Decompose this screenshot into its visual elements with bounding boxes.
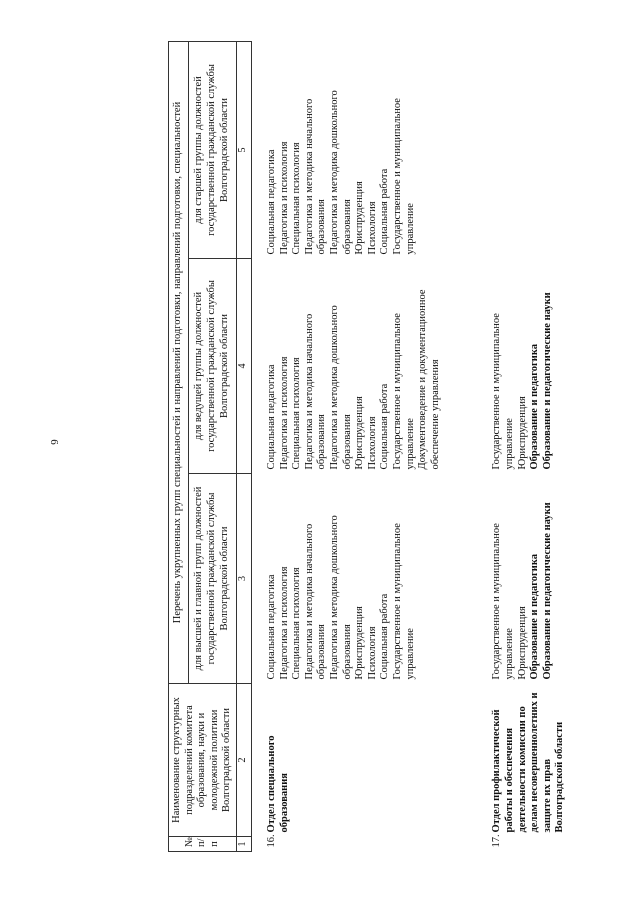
- specialty-item: Юриспруденция: [354, 396, 366, 470]
- specialty-item: Образование и педагогические науки: [541, 502, 553, 680]
- column-number: 3: [236, 474, 251, 684]
- specialty-item: Государственное и муниципальное управление: [391, 98, 416, 255]
- specialty-item: Социальная работа: [379, 168, 391, 255]
- specialty-item: Социальная работа: [379, 383, 391, 470]
- row-number: 17.: [491, 834, 503, 848]
- specialty-item: Юриспруденция: [354, 181, 366, 255]
- table-row: [251, 41, 489, 851]
- specialty-item: Образование и педагогика: [529, 554, 541, 680]
- header-department: Наименование структурных подразделений комитета образования, науки и молодежной политики Волгоградской области: [169, 684, 237, 837]
- specialty-item: Педагогика и методика начального образования: [303, 98, 328, 255]
- specialty-item: Юриспруденция: [354, 606, 366, 680]
- page-number: 6: [48, 439, 60, 445]
- specialty-item: Государственное и муниципальное управление: [391, 523, 416, 680]
- department-name: Отдел профилактической работы и обеспечения деятельности комиссии по делам несовершеннолетних и защите их прав Волгоградской области: [491, 692, 566, 833]
- header-number: № п/п: [169, 837, 237, 852]
- column-number: 5: [236, 41, 251, 258]
- table-header-row: [169, 41, 189, 851]
- specialty-item: Юриспруденция: [516, 396, 528, 470]
- specialty-item: Государственное и муниципальное управление: [491, 523, 516, 680]
- specialty-item: Педагогика и методика дошкольного образования: [328, 515, 353, 680]
- specialty-item: Педагогика и психология: [278, 566, 290, 680]
- specialty-item: Педагогика и психология: [278, 141, 290, 255]
- department-name: Отдел специального образования: [265, 735, 290, 833]
- specialty-item: Психология: [366, 626, 378, 680]
- specialty-item: Специальная психология: [291, 142, 303, 255]
- header-group-title: Перечень укрупненных групп специальностей и направлений подготовки, направлений подготовки, специальностей: [169, 41, 189, 683]
- specialties-table: [168, 41, 569, 852]
- header-leading-group: для ведущей группы должностей государственной гражданской службы Волгоградской области: [188, 259, 236, 474]
- row-number: 16.: [265, 834, 277, 848]
- header-senior-group: для старшей группы должностей государственной гражданской службы Волгоградской области: [188, 41, 236, 258]
- specialty-item: Специальная психология: [291, 567, 303, 680]
- specialties-list-senior: [251, 41, 489, 258]
- specialty-item: Педагогика и методика начального образования: [303, 523, 328, 680]
- specialty-item: Государственное и муниципальное управление: [491, 313, 516, 470]
- column-number: 2: [236, 684, 251, 837]
- specialty-item: Психология: [366, 201, 378, 255]
- specialty-item: Педагогика и методика дошкольного образования: [328, 90, 353, 255]
- specialty-item: Специальная психология: [291, 357, 303, 470]
- specialty-item: Социальная педагогика: [265, 574, 277, 680]
- column-number-row: [236, 41, 251, 851]
- specialty-item: Образование и педагогика: [529, 344, 541, 470]
- specialties-list-higher: [489, 474, 569, 684]
- specialties-list-leading: [251, 259, 489, 474]
- column-number: 1: [236, 837, 251, 852]
- specialty-item: Социальная педагогика: [265, 364, 277, 470]
- specialty-item: Психология: [366, 416, 378, 470]
- specialty-item: Государственное и муниципальное управление: [391, 313, 416, 470]
- specialties-list-higher: [251, 474, 489, 684]
- specialty-item: Педагогика и психология: [278, 356, 290, 470]
- specialty-item: Педагогика и методика дошкольного образования: [328, 305, 353, 470]
- table-row: [489, 41, 569, 851]
- specialties-list-senior-empty: [489, 41, 569, 258]
- specialties-list-leading: [489, 259, 569, 474]
- specialty-item: Образование и педагогические науки: [541, 292, 553, 470]
- specialty-item: Социальная педагогика: [265, 149, 277, 255]
- header-higher-group: для высшей и главной групп должностей государственной гражданской службы Волгоградской области: [188, 474, 236, 684]
- specialty-item: Юриспруденция: [516, 606, 528, 680]
- column-number: 4: [236, 259, 251, 474]
- specialty-item: Документоведение и документационное обеспечение управления: [417, 289, 441, 470]
- specialty-item: Социальная работа: [379, 593, 391, 680]
- specialty-item: Педагогика и методика начального образования: [303, 313, 328, 470]
